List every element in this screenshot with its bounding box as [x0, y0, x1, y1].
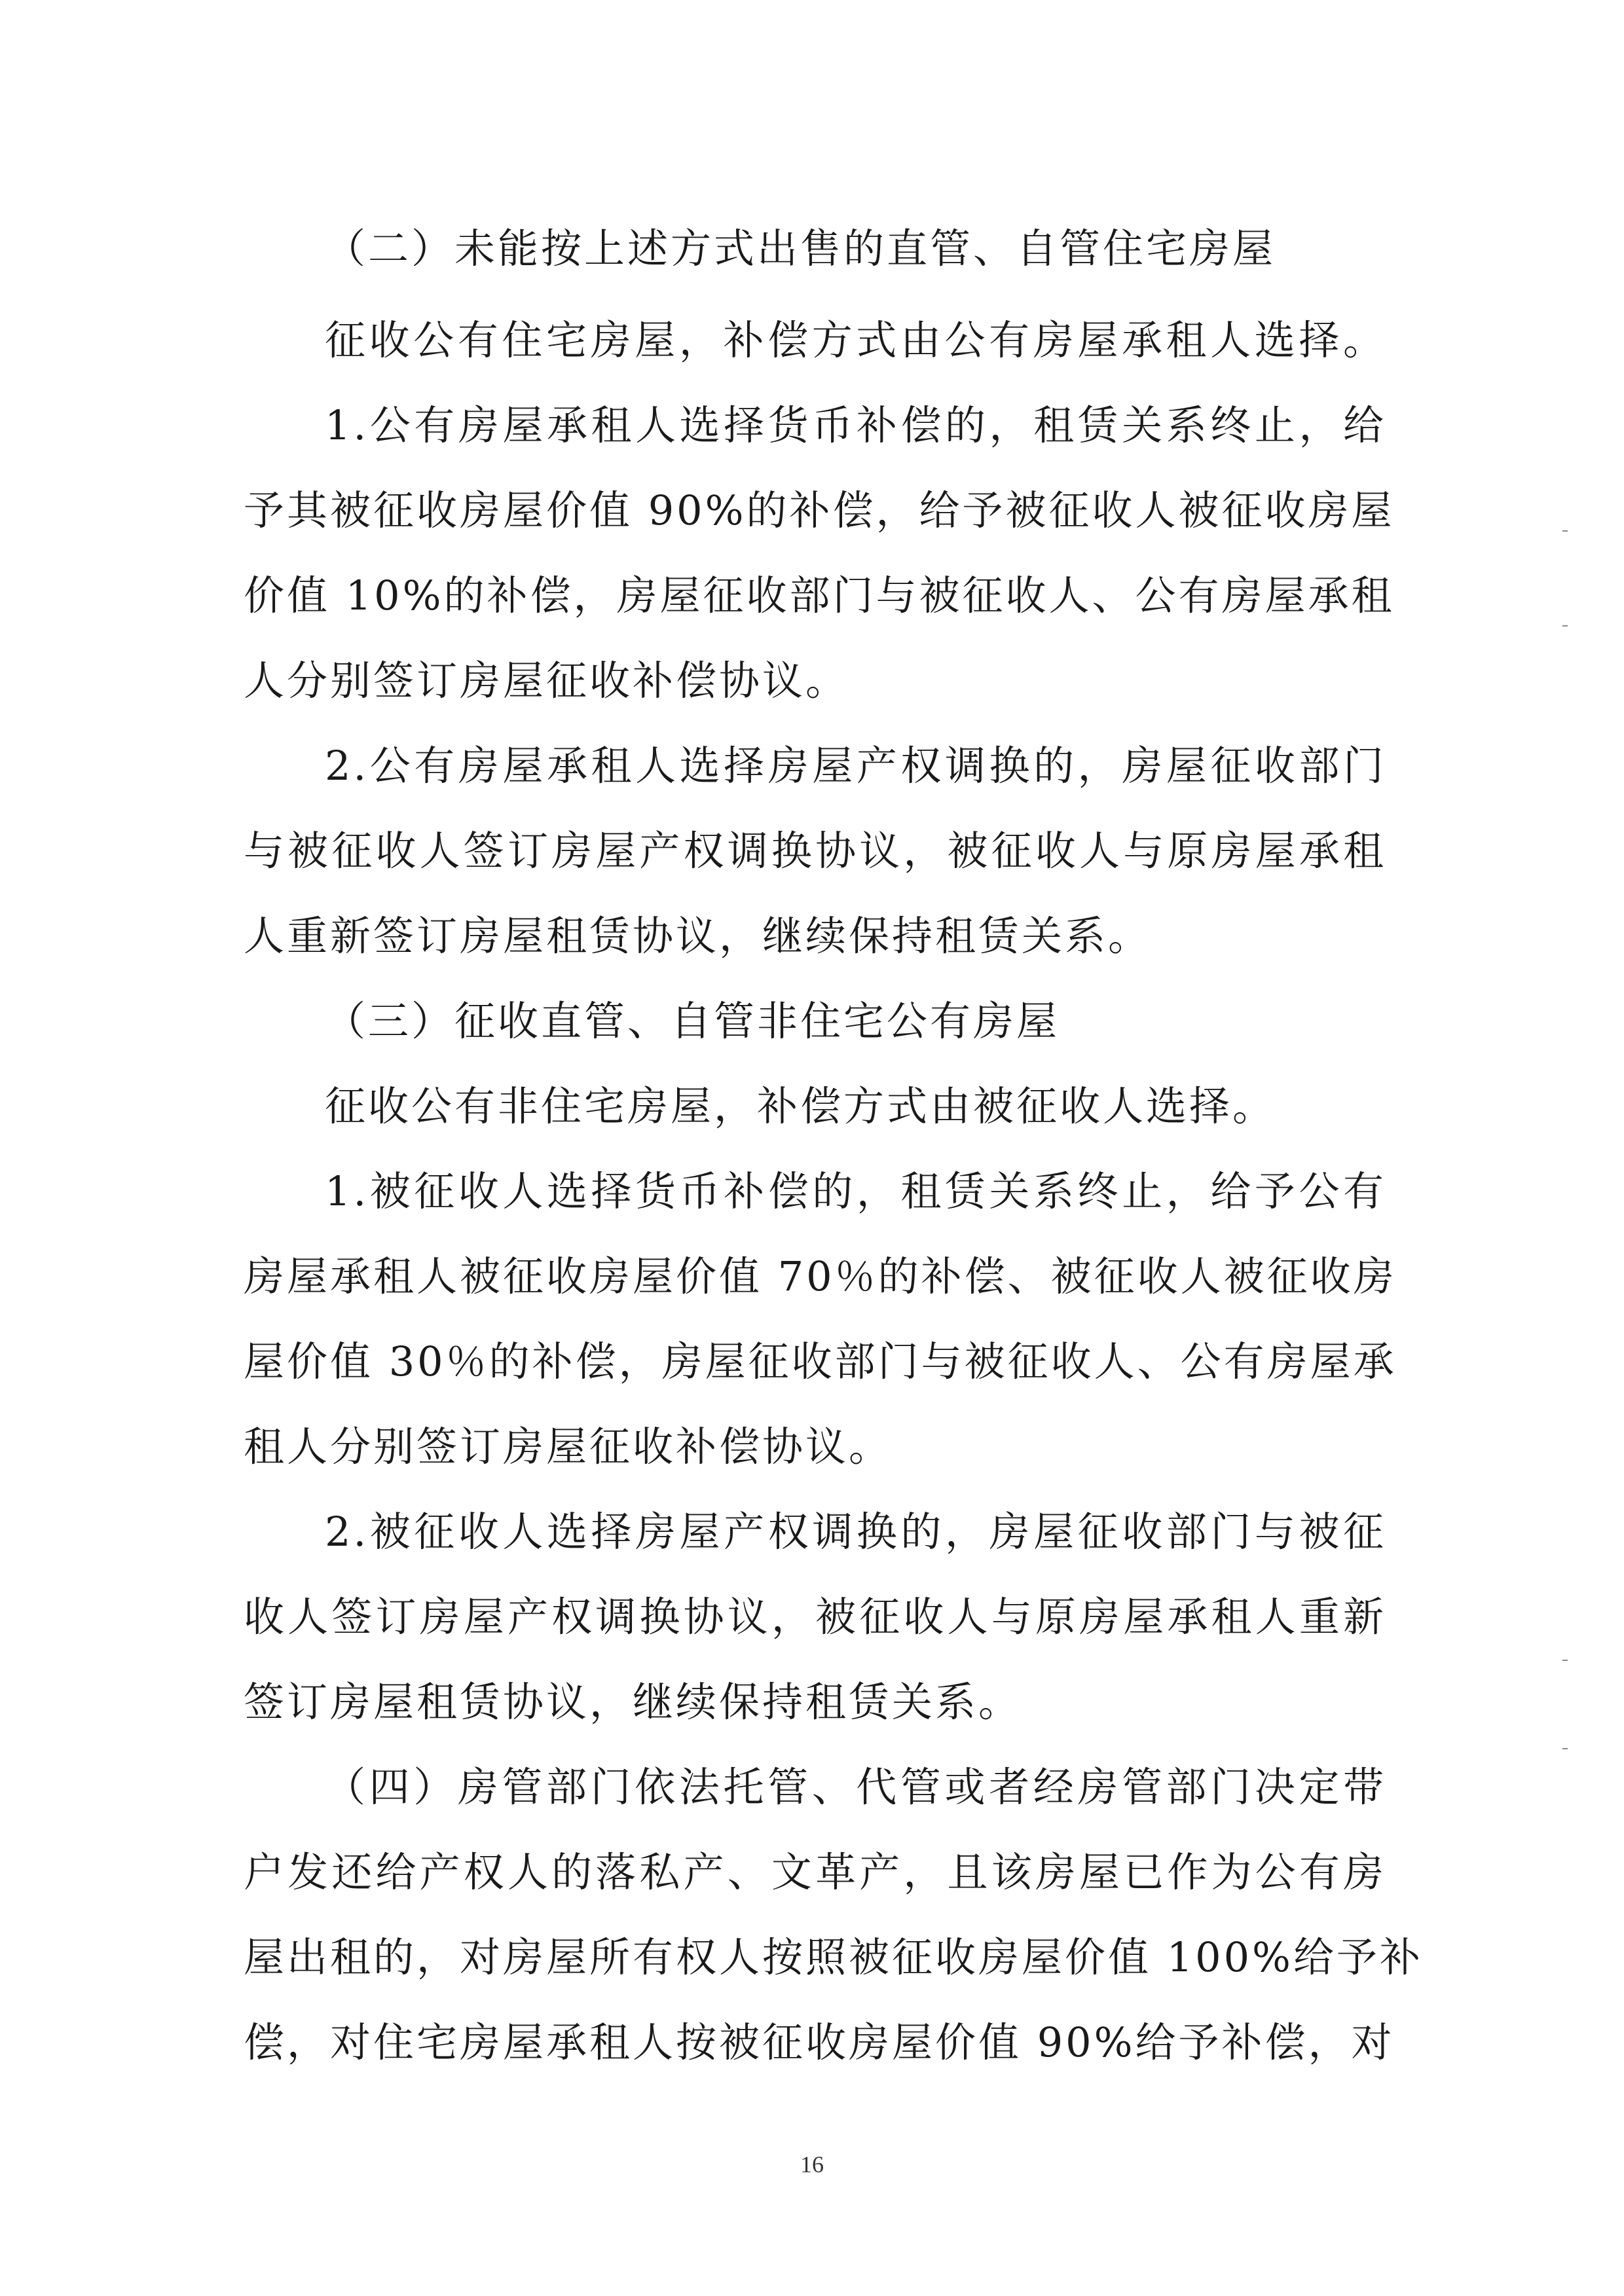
paragraph-line: 2.公有房屋承租人选择房屋产权调换的，房屋征收部门	[325, 742, 1386, 790]
scan-edge-mark	[1562, 1748, 1568, 1749]
paragraph-line: 予其被征收房屋价值 90%的补偿，给予被征收人被征收房屋	[244, 486, 1395, 534]
paragraph-line: 2.被征收人选择房屋产权调换的，房屋征收部门与被征	[325, 1508, 1386, 1556]
section-heading-4: （四）房管部门依法托管、代管或者经房管部门决定带	[325, 1763, 1386, 1811]
paragraph-line: 1.被征收人选择货币补偿的，租赁关系终止，给予公有	[325, 1167, 1386, 1215]
paragraph-line: 收人签订房屋产权调换协议，被征收人与原房屋承租人重新	[244, 1593, 1386, 1641]
paragraph-line: 签订房屋租赁协议，继续保持租赁关系。	[244, 1678, 1022, 1726]
section-heading-2: （二）未能按上述方式出售的直管、自管住宅房屋	[325, 225, 1276, 272]
paragraph-line: 屋价值 30％的补偿，房屋征收部门与被征收人、公有房屋承	[244, 1338, 1397, 1385]
paragraph-line: 屋出租的，对房屋所有权人按照被征收房屋价值 100%给予补	[244, 1933, 1423, 1981]
paragraph-line: 人分别签订房屋征收补偿协议。	[244, 657, 849, 704]
scan-edge-mark	[1562, 625, 1568, 627]
paragraph-line: 与被征收人签订房屋产权调换协议，被征收人与原房屋承租	[244, 827, 1386, 875]
section-heading-3: （三）征收直管、自管非住宅公有房屋	[325, 997, 1060, 1045]
paragraph-line: 1.公有房屋承租人选择货币补偿的，租赁关系终止，给	[325, 401, 1386, 449]
paragraph-line: 人重新签订房屋租赁协议，继续保持租赁关系。	[244, 912, 1152, 960]
paragraph-line: 价值 10%的补偿，房屋征收部门与被征收人、公有房屋承租	[244, 572, 1395, 619]
paragraph-line: 偿，对住宅房屋承租人按被征收房屋价值 90%给予补偿，对	[244, 2018, 1395, 2066]
paragraph-line: 房屋承租人被征收房屋价值 70％的补偿、被征收人被征收房	[244, 1252, 1397, 1300]
paragraph-line: 征收公有非住宅房屋，补偿方式由被征收人选择。	[325, 1082, 1276, 1130]
scan-edge-mark	[1562, 1660, 1568, 1661]
scan-edge-mark	[1562, 530, 1568, 532]
paragraph-line: 租人分别签订房屋征收补偿协议。	[244, 1423, 893, 1470]
paragraph-line: 征收公有住宅房屋，补偿方式由公有房屋承租人选择。	[325, 316, 1386, 364]
page-number: 16	[800, 2151, 824, 2178]
paragraph-line: 户发还给产权人的落私产、文革产，且该房屋已作为公有房	[244, 1848, 1386, 1896]
